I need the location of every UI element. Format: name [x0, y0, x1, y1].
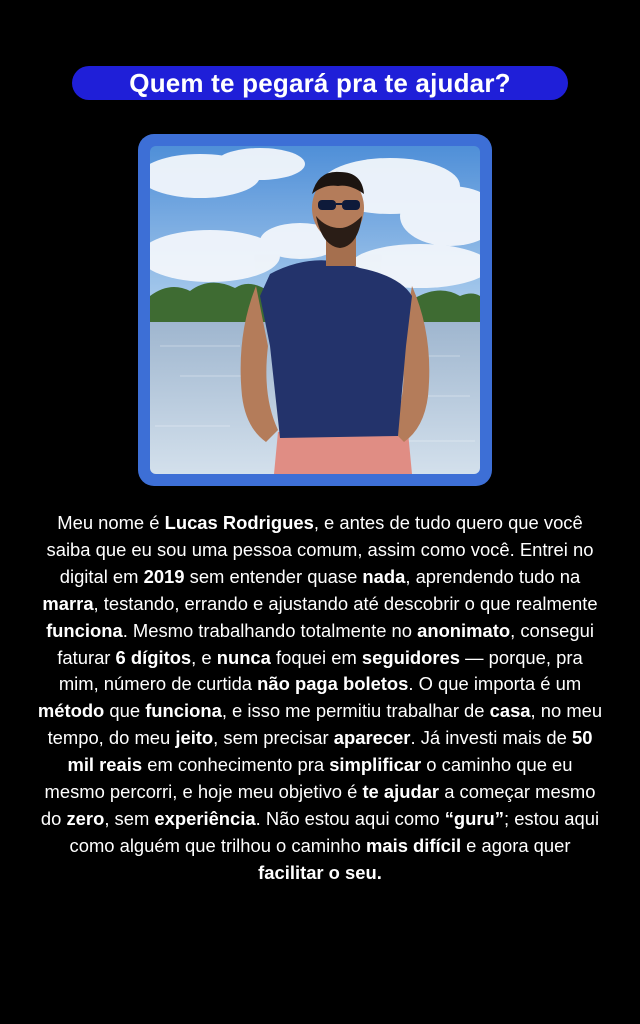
profile-photo	[150, 146, 480, 474]
bio-bold-segment: 2019	[143, 565, 185, 587]
bio-bold-segment: jeito	[175, 727, 214, 749]
bio-segment: que	[104, 700, 146, 722]
bio-bold-segment: método	[37, 700, 105, 722]
bio-bold-segment: simplificar	[329, 754, 422, 776]
bio-segment: a começar mesmo do	[40, 781, 596, 829]
bio-bold-segment: nada	[362, 565, 406, 587]
bio-text	[36, 510, 604, 887]
bio-segment: ; estou aqui como alguém que trilhou o caminho	[69, 807, 600, 856]
bio-segment: , no meu tempo, do meu	[47, 700, 603, 749]
bio-bold-segment: mais difícil	[366, 834, 462, 856]
bio-segment: em conhecimento pra	[142, 754, 330, 776]
bio-segment: , e isso me permitiu trabalhar de	[221, 700, 490, 722]
bio-segment: , aprendendo tudo na	[405, 565, 581, 587]
bio-bold-segment: nunca	[216, 646, 271, 668]
bio-segment: Meu nome é	[57, 512, 165, 533]
bio-bold-segment: 50 mil reais	[67, 727, 593, 776]
bio-bold-segment: seguidores	[361, 646, 461, 668]
bio-segment: , consegui faturar	[57, 619, 594, 668]
bio-segment: sem entender quase	[184, 565, 363, 587]
bio-segment: foquei em	[270, 646, 362, 668]
bio-segment: , testando, errando e ajustando até descobrir o que realmente	[93, 592, 598, 614]
person-photo-icon	[150, 146, 480, 474]
bio-bold-segment: marra	[42, 592, 94, 614]
bio-segment: , sem precisar	[213, 727, 334, 749]
bio-bold-segment: facilitar o seu.	[258, 861, 382, 883]
bio-segment: . Não estou aqui como	[255, 807, 445, 829]
bio-bold-segment: experiência	[154, 807, 256, 829]
profile-photo-frame	[138, 134, 492, 486]
bio-bold-segment: funciona	[145, 700, 222, 722]
bio-bold-segment: Lucas Rodrigues	[164, 512, 314, 533]
title-banner	[72, 66, 568, 100]
bio-bold-segment: te ajudar	[362, 781, 440, 803]
page-title: Quem te pegará pra te ajudar?	[129, 67, 511, 98]
bio-segment: , e antes de tudo quero que você saiba que eu sou uma pessoa comum, assim como você. Entrei no digital em	[46, 512, 594, 587]
bio-segment: — porque, pra mim, número de curtida	[58, 646, 583, 695]
bio-bold-segment: não paga boletos	[257, 673, 409, 695]
bio-bold-segment: anonimato	[417, 619, 511, 641]
bio-segment: . O que importa é um	[408, 673, 582, 695]
bio-segment: . Já investi mais de	[410, 727, 572, 749]
bio-bold-segment: aparecer	[333, 727, 411, 749]
bio-segment: , sem	[104, 807, 155, 829]
bio-segment: , e	[191, 646, 217, 668]
bio-segment: e agora quer	[461, 834, 571, 856]
bio-bold-segment: zero	[66, 807, 105, 829]
bio-bold-segment: funciona	[46, 619, 123, 641]
bio-bold-segment: “guru”	[444, 807, 504, 829]
bio-segment: . Mesmo trabalhando totalmente no	[122, 619, 418, 641]
bio-bold-segment: 6 dígitos	[115, 646, 192, 668]
bio-segment: o caminho que eu mesmo percorri, e hoje meu objetivo é	[44, 754, 573, 803]
bio-bold-segment: casa	[489, 700, 531, 722]
